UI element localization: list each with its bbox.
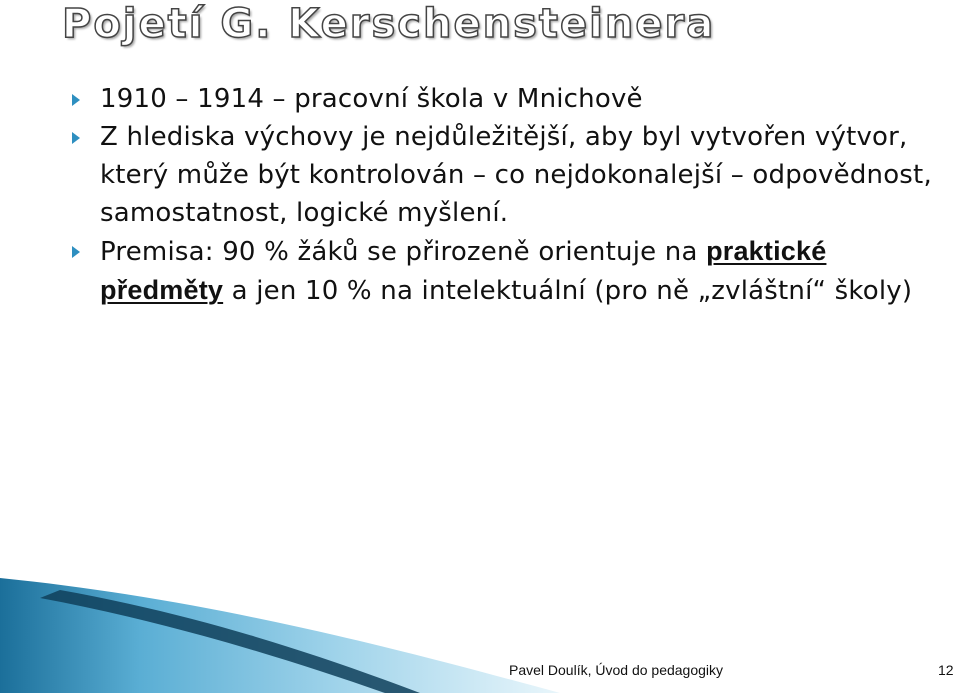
bullet-text-after: a jen 10 % na intelektuální (pro ně „zvláštní“ školy): [223, 276, 913, 306]
bullet-list: [70, 80, 940, 310]
bullet-item: [70, 80, 940, 118]
triangle-bullet-icon: [72, 132, 80, 144]
decorative-wave: [0, 560, 960, 693]
emphasized-text: praktické předměty: [100, 236, 827, 305]
triangle-bullet-icon: [72, 246, 80, 258]
bullet-text-before: Premisa: 90 % žáků se přirozeně orientuje na: [100, 237, 707, 267]
bullet-text: Z hlediska výchovy je nejdůležitější, aby byl vytvořen výtvor, který může být kontrolován – co nejdokonalejší – odpovědnost, samostatnost, logické myšlení.: [100, 122, 932, 228]
slide-title: Pojetí G. Kerschensteinera: [62, 1, 716, 47]
page-number: 12: [938, 662, 954, 678]
bullet-text: [100, 232, 940, 310]
footer-text: Pavel Doulík, Úvod do pedagogiky: [509, 662, 724, 678]
triangle-bullet-icon: [72, 94, 80, 106]
bullet-text: 1910 – 1914 – pracovní škola v Mnichově: [100, 84, 643, 114]
bullet-item: [70, 232, 940, 310]
bullet-item: [70, 118, 940, 232]
